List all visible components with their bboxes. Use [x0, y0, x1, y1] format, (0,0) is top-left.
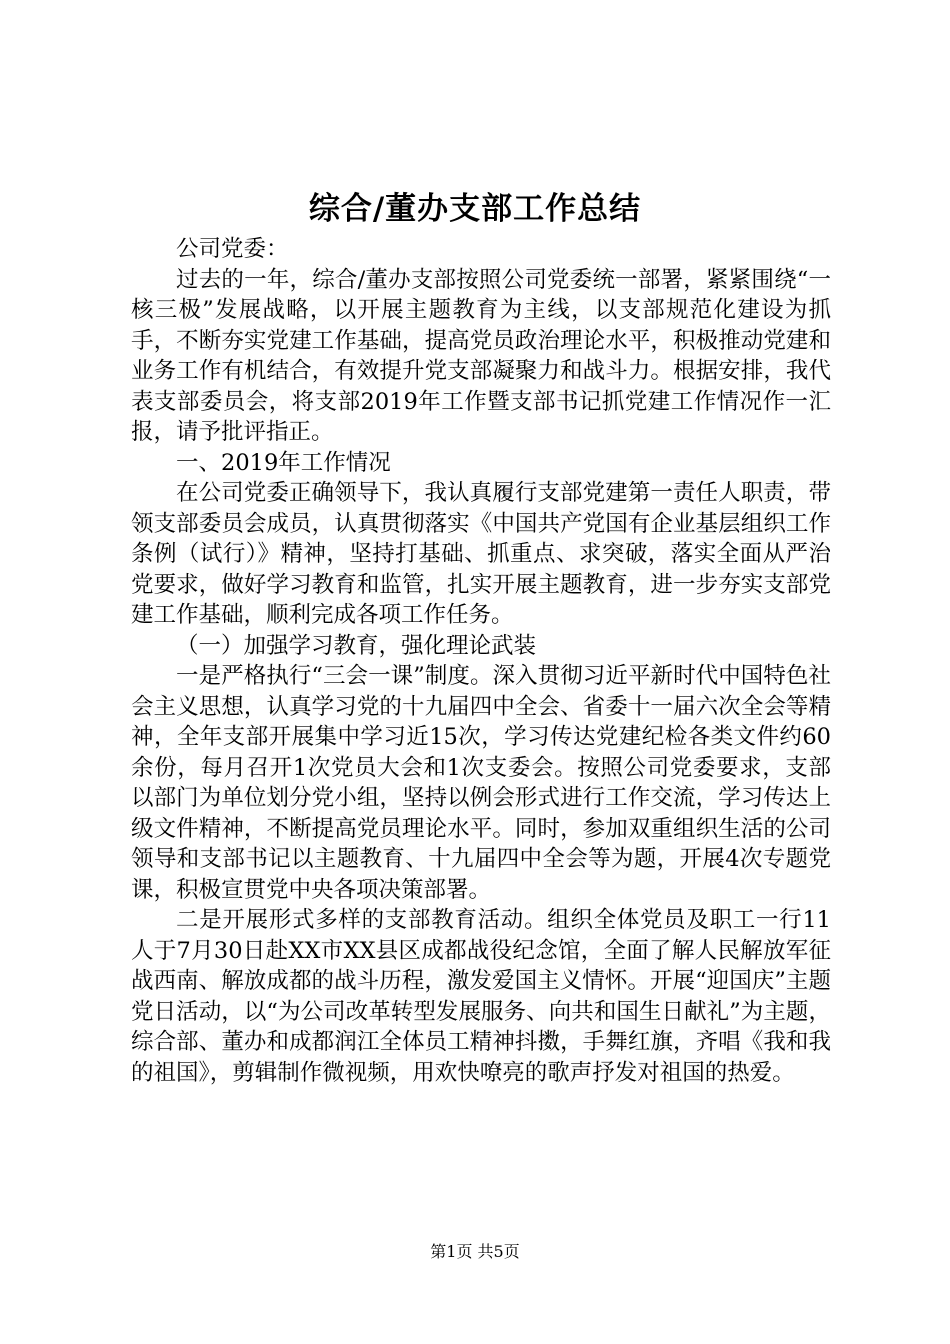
page-number-footer: 第1页 共5页	[430, 1242, 520, 1261]
section-heading-1: 一、2019年工作情况	[176, 449, 391, 476]
salutation: 公司党委：	[176, 236, 289, 262]
paragraph-overview: 在公司党委正确领导下，我认真履行支部党建第一责任人职责，带领支部委员会成员，认真贯彻落实《中国共产党国有企业基层组织工作条例（试行）》精神，坚持打基础、抓重点、求突破，落实全面从严治党要求，做好学习教育和监管，扎实开展主题教育，进一步夯实支部党建工作基础，顺利完成各项工作任务。	[131, 480, 831, 628]
document-body	[131, 234, 831, 1088]
paragraph-item-2: 二是开展形式多样的支部教育活动。组织全体党员及职工一行11人于7月30日赴XX市XX县区成都战役纪念馆，全面了解人民解放军征战西南、解放成都的战斗历程，激发爱国主义情怀。开展“迎国庆”主题党日活动，以“为公司改革转型发展服务、向共和国生日献礼”为主题，综合部、董办和成都润江全体员工精神抖擞，手舞红旗，齐唱《我和我的祖国》，剪辑制作微视频，用欢快嘹亮的歌声抒发对祖国的热爱。	[131, 907, 831, 1086]
document-title: 综合/董办支部工作总结	[308, 191, 642, 227]
paragraph-item-1: 一是严格执行“三会一课”制度。深入贯彻习近平新时代中国特色社会主义思想，认真学习党的十九届四中全会、省委十一届六次全会等精神，全年支部开展集中学习近15次，学习传达党建纪检各类文件约60余份，每月召开1次党员大会和1次支委会。按照公司党委要求，支部以部门为单位划分党小组，坚持以例会形式进行工作交流，学习传达上级文件精神，不断提高党员理论水平。同时，参加双重组织生活的公司领导和支部书记以主题教育、十九届四中全会等为题，开展4次专题党课，积极宣贯党中央各项决策部署。	[131, 663, 831, 903]
paragraph-intro: 过去的一年，综合/董办支部按照公司党委统一部署，紧紧围绕“一核三极”发展战略，以开展主题教育为主线，以支部规范化建设为抓手，不断夯实党建工作基础，提高党员政治理论水平，积极推动党建和业务工作有机结合，有效提升党支部凝聚力和战斗力。根据安排，我代表支部委员会，将支部2019年工作暨支部书记抓党建工作情况作一汇报，请予批评指正。	[131, 266, 831, 445]
subsection-heading-1: （一）加强学习教育，强化理论武装	[176, 632, 537, 659]
